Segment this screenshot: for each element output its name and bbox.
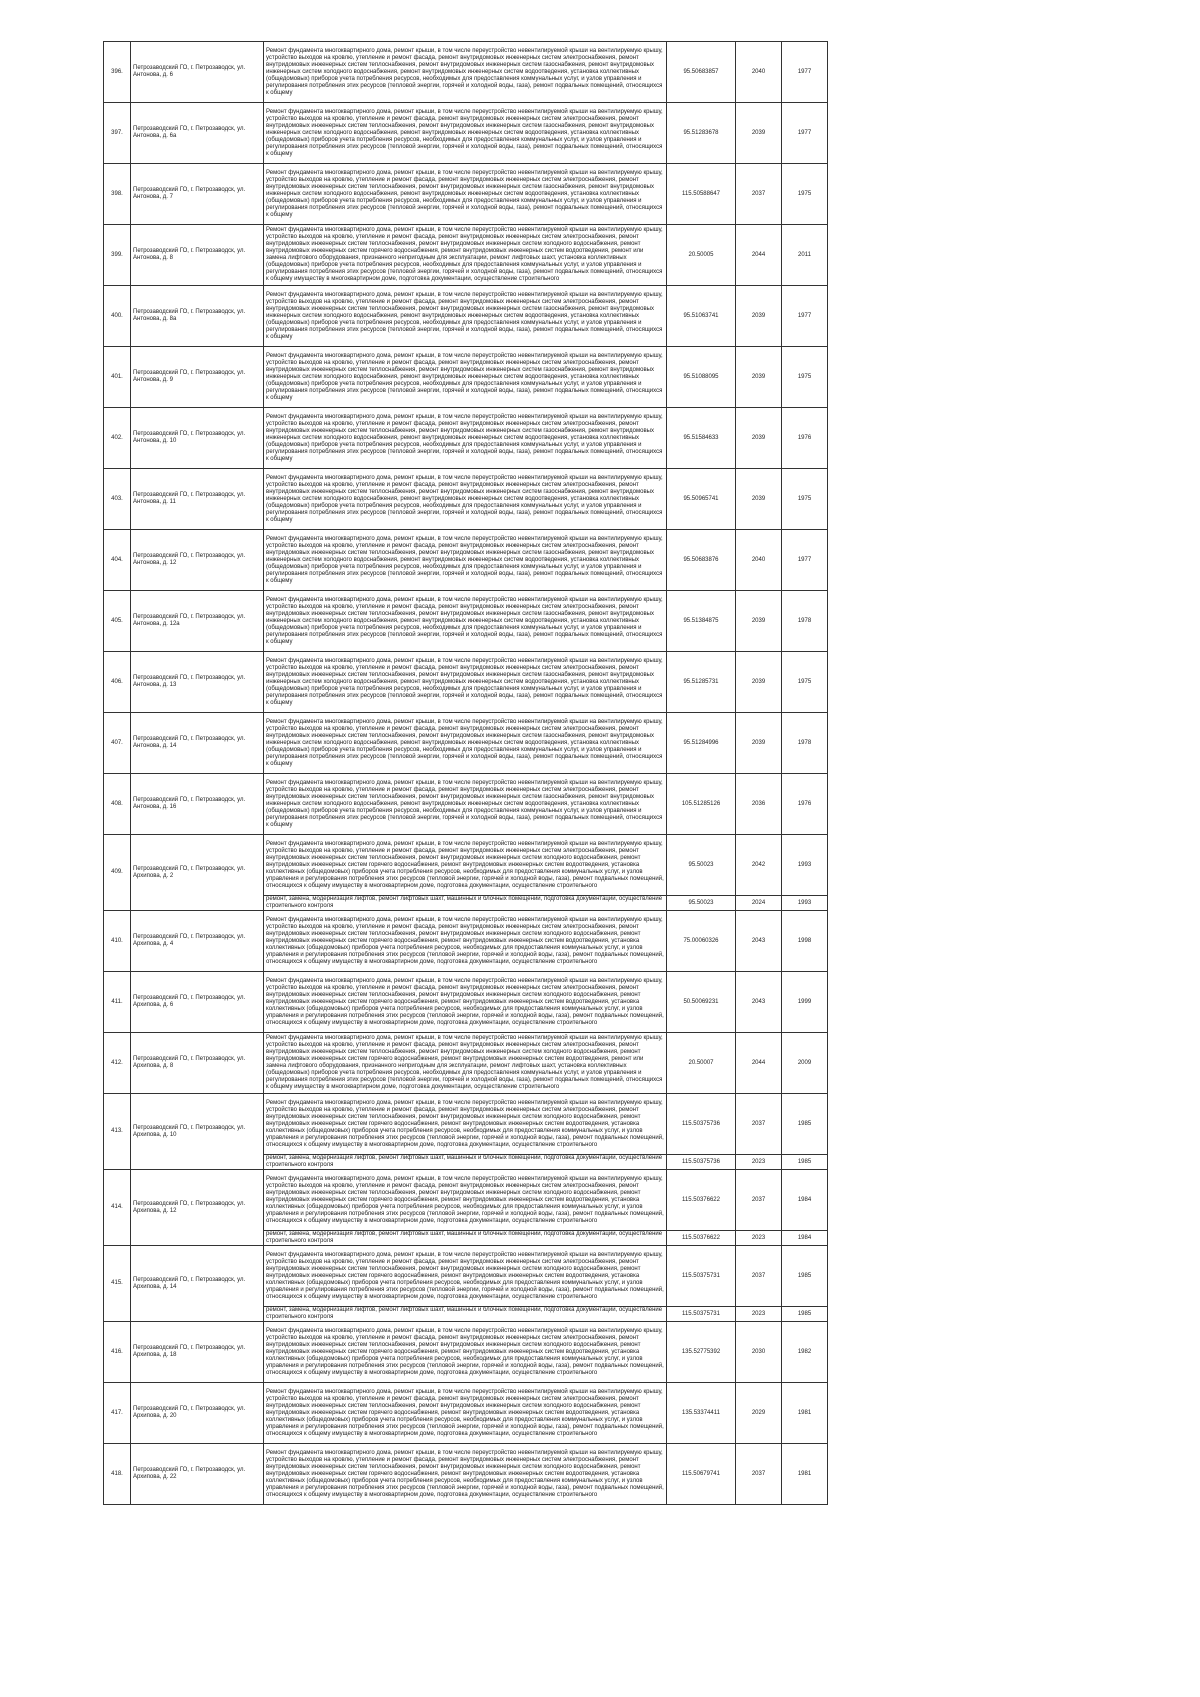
address: Петрозаводский ГО, г. Петрозаводск, ул. Антонова, д. 6а [131, 103, 264, 164]
address: Петрозаводский ГО, г. Петрозаводск, ул. Антонова, д. 10 [131, 408, 264, 469]
works-description: Ремонт фундамента многоквартирного дома, ремонт крыши, в том числе переустройство невентилируемой крыши на вентилируемую крышу, устройство выходов на кровлю, утепление и ремонт фасада, ремонт внутридомовых инженерных систем электроснабжения, ремонт внутридомовых инженерных систем теплоснабжения, ремонт внутридомовых инженерных систем газоснабжения, ремонт внутридомовых инженерных систем холодного водоснабжения, ремонт внутридомовых инженерных систем водоотведения, установка коллективных (общедомовых) приборов учета потребления ресурсов, необходимых для предоставления коммунальных услуг, и узлов управления и регулирования потребления этих ресурсов (тепловой энергии, горячей и холодной воды, газа), ремонт подвальных помещений, относящихся к общему [264, 774, 667, 835]
build-year: 2011 [782, 225, 828, 286]
address: Петрозаводский ГО, г. Петрозаводск, ул. Архипова, д. 8 [131, 1033, 264, 1094]
works-description: ремонт, замена, модернизация лифтов, ремонт лифтовых шахт, машинных и блочных помещений, подготовка документации, осуществление строительного контроля [264, 1155, 667, 1170]
address: Петрозаводский ГО, г. Петрозаводск, ул. Антонова, д. 14 [131, 713, 264, 774]
planned-year: 2039 [736, 652, 782, 713]
table-row [104, 164, 828, 225]
works-description: Ремонт фундамента многоквартирного дома, ремонт крыши, в том числе переустройство невентилируемой крыши на вентилируемую крышу, устройство выходов на кровлю, утепление и ремонт фасада, ремонт внутридомовых инженерных систем электроснабжения, ремонт внутридомовых инженерных систем теплоснабжения, ремонт внутридомовых инженерных систем газоснабжения, ремонт внутридомовых инженерных систем холодного водоснабжения, ремонт внутридомовых инженерных систем водоотведения, установка коллективных (общедомовых) приборов учета потребления ресурсов, необходимых для предоставления коммунальных услуг, и узлов управления и регулирования потребления этих ресурсов (тепловой энергии, горячей и холодной воды, газа), ремонт подвальных помещений, относящихся к общему [264, 530, 667, 591]
works-description: Ремонт фундамента многоквартирного дома, ремонт крыши, в том числе переустройство невентилируемой крыши на вентилируемую крышу, устройство выходов на кровлю, утепление и ремонт фасада, ремонт внутридомовых инженерных систем электроснабжения, ремонт внутридомовых инженерных систем теплоснабжения, ремонт внутридомовых инженерных систем газоснабжения, ремонт внутридомовых инженерных систем холодного водоснабжения, ремонт внутридомовых инженерных систем водоотведения, установка коллективных (общедомовых) приборов учета потребления ресурсов, необходимых для предоставления коммунальных услуг, и узлов управления и регулирования потребления этих ресурсов (тепловой энергии, горячей и холодной воды, газа), ремонт подвальных помещений, относящихся к общему [264, 103, 667, 164]
table-row [104, 1170, 828, 1231]
row-number: 410. [104, 911, 131, 972]
cost-value: 115.50376622 [667, 1231, 736, 1246]
cost-value: 20.50007 [667, 1033, 736, 1094]
cost-value: 115.50375736 [667, 1094, 736, 1155]
address: Петрозаводский ГО, г. Петрозаводск, ул. Антонова, д. 11 [131, 469, 264, 530]
address: Петрозаводский ГО, г. Петрозаводск, ул. Архипова, д. 10 [131, 1094, 264, 1170]
table-row [104, 42, 828, 103]
cost-value: 115.50375731 [667, 1246, 736, 1307]
address: Петрозаводский ГО, г. Петрозаводск, ул. Антонова, д. 12а [131, 591, 264, 652]
cost-value: 95.51284996 [667, 713, 736, 774]
planned-year: 2039 [736, 286, 782, 347]
row-number: 401. [104, 347, 131, 408]
planned-year: 2044 [736, 1033, 782, 1094]
table-row [104, 911, 828, 972]
works-description: ремонт, замена, модернизация лифтов, ремонт лифтовых шахт, машинных и блочных помещений, подготовка документации, осуществление строительного контроля [264, 1231, 667, 1246]
planned-year: 2023 [736, 1155, 782, 1170]
table-row [104, 103, 828, 164]
table-row [104, 1322, 828, 1383]
row-number: 396. [104, 42, 131, 103]
planned-year: 2042 [736, 835, 782, 896]
planned-year: 2029 [736, 1383, 782, 1444]
row-number: 407. [104, 713, 131, 774]
cost-value: 20.50005 [667, 225, 736, 286]
cost-value: 95.50023 [667, 835, 736, 896]
build-year: 1977 [782, 530, 828, 591]
address: Петрозаводский ГО, г. Петрозаводск, ул. Архипова, д. 20 [131, 1383, 264, 1444]
works-description: Ремонт фундамента многоквартирного дома, ремонт крыши, в том числе переустройство невентилируемой крыши на вентилируемую крышу, устройство выходов на кровлю, утепление и ремонт фасада, ремонт внутридомовых инженерных систем электроснабжения, ремонт внутридомовых инженерных систем теплоснабжения, ремонт внутридомовых инженерных систем холодного водоснабжения, ремонт внутридомовых инженерных систем горячего водоснабжения, ремонт внутридомовых инженерных систем водоотведения, установка коллективных (общедомовых) приборов учета потребления ресурсов, необходимых для предоставления коммунальных услуг, и узлов управления и регулирования потребления этих ресурсов (тепловой энергии, горячей и холодной воды, газа), ремонт подвальных помещений, относящихся к общему имуществу в многоквартирном доме, подготовка документации, осуществление строительного [264, 1170, 667, 1231]
row-number: 413. [104, 1094, 131, 1170]
cost-value: 115.50375731 [667, 1307, 736, 1322]
table-row [104, 774, 828, 835]
build-year: 1981 [782, 1444, 828, 1505]
works-description: ремонт, замена, модернизация лифтов, ремонт лифтовых шахт, машинных и блочных помещений, подготовка документации, осуществление строительного контроля [264, 896, 667, 911]
address: Петрозаводский ГО, г. Петрозаводск, ул. Архипова, д. 22 [131, 1444, 264, 1505]
row-number: 411. [104, 972, 131, 1033]
cost-value: 95.51285731 [667, 652, 736, 713]
build-year: 1985 [782, 1246, 828, 1307]
works-table [103, 41, 828, 1505]
table-row [104, 972, 828, 1033]
cost-value: 115.50376622 [667, 1170, 736, 1231]
table-row [104, 591, 828, 652]
build-year: 1975 [782, 652, 828, 713]
planned-year: 2023 [736, 1231, 782, 1246]
table-row [104, 1444, 828, 1505]
table-row [104, 652, 828, 713]
table-row [104, 347, 828, 408]
works-description: Ремонт фундамента многоквартирного дома, ремонт крыши, в том числе переустройство невентилируемой крыши на вентилируемую крышу, устройство выходов на кровлю, утепление и ремонт фасада, ремонт внутридомовых инженерных систем электроснабжения, ремонт внутридомовых инженерных систем теплоснабжения, ремонт внутридомовых инженерных систем холодного водоснабжения, ремонт внутридомовых инженерных систем горячего водоснабжения, ремонт внутридомовых инженерных систем водоотведения, установка коллективных (общедомовых) приборов учета потребления ресурсов, необходимых для предоставления коммунальных услуг, и узлов управления и регулирования потребления этих ресурсов (тепловой энергии, горячей и холодной воды, газа), ремонт подвальных помещений, относящихся к общему имуществу в многоквартирном доме, подготовка документации, осуществление строительного [264, 972, 667, 1033]
cost-value: 95.50965741 [667, 469, 736, 530]
table-row [104, 408, 828, 469]
cost-value: 50.50069231 [667, 972, 736, 1033]
cost-value: 95.50683857 [667, 42, 736, 103]
row-number: 402. [104, 408, 131, 469]
cost-value: 95.50683876 [667, 530, 736, 591]
table-row [104, 1033, 828, 1094]
build-year: 2009 [782, 1033, 828, 1094]
works-description: Ремонт фундамента многоквартирного дома, ремонт крыши, в том числе переустройство невентилируемой крыши на вентилируемую крышу, устройство выходов на кровлю, утепление и ремонт фасада, ремонт внутридомовых инженерных систем электроснабжения, ремонт внутридомовых инженерных систем теплоснабжения, ремонт внутридомовых инженерных систем газоснабжения, ремонт внутридомовых инженерных систем холодного водоснабжения, ремонт внутридомовых инженерных систем водоотведения, установка коллективных (общедомовых) приборов учета потребления ресурсов, необходимых для предоставления коммунальных услуг, и узлов управления и регулирования потребления этих ресурсов (тепловой энергии, горячей и холодной воды, газа), ремонт подвальных помещений, относящихся к общему [264, 408, 667, 469]
cost-value: 135.52775392 [667, 1322, 736, 1383]
works-description: Ремонт фундамента многоквартирного дома, ремонт крыши, в том числе переустройство невентилируемой крыши на вентилируемую крышу, устройство выходов на кровлю, утепление и ремонт фасада, ремонт внутридомовых инженерных систем электроснабжения, ремонт внутридомовых инженерных систем теплоснабжения, ремонт внутридомовых инженерных систем газоснабжения, ремонт внутридомовых инженерных систем холодного водоснабжения, ремонт внутридомовых инженерных систем водоотведения, установка коллективных (общедомовых) приборов учета потребления ресурсов, необходимых для предоставления коммунальных услуг, и узлов управления и регулирования потребления этих ресурсов (тепловой энергии, горячей и холодной воды, газа), ремонт подвальных помещений, относящихся к общему [264, 42, 667, 103]
planned-year: 2044 [736, 225, 782, 286]
build-year: 1978 [782, 591, 828, 652]
build-year: 1985 [782, 1094, 828, 1155]
row-number: 415. [104, 1246, 131, 1322]
planned-year: 2039 [736, 469, 782, 530]
build-year: 1984 [782, 1170, 828, 1231]
row-number: 409. [104, 835, 131, 911]
build-year: 1975 [782, 164, 828, 225]
address: Петрозаводский ГО, г. Петрозаводск, ул. Антонова, д. 6 [131, 42, 264, 103]
planned-year: 2037 [736, 1246, 782, 1307]
planned-year: 2023 [736, 1307, 782, 1322]
cost-value: 95.51283678 [667, 103, 736, 164]
row-number: 416. [104, 1322, 131, 1383]
build-year: 1985 [782, 1155, 828, 1170]
cost-value: 115.50679741 [667, 1444, 736, 1505]
planned-year: 2039 [736, 408, 782, 469]
works-description: Ремонт фундамента многоквартирного дома, ремонт крыши, в том числе переустройство невентилируемой крыши на вентилируемую крышу, устройство выходов на кровлю, утепление и ремонт фасада, ремонт внутридомовых инженерных систем электроснабжения, ремонт внутридомовых инженерных систем теплоснабжения, ремонт внутридомовых инженерных систем холодного водоснабжения, ремонт внутридомовых инженерных систем горячего водоснабжения, ремонт внутридомовых инженерных систем водоотведения, установка коллективных (общедомовых) приборов учета потребления ресурсов, необходимых для предоставления коммунальных услуг, и узлов управления и регулирования потребления этих ресурсов (тепловой энергии, горячей и холодной воды, газа), ремонт подвальных помещений, относящихся к общему имуществу в многоквартирном доме, подготовка документации, осуществление строительного [264, 1444, 667, 1505]
address: Петрозаводский ГО, г. Петрозаводск, ул. Антонова, д. 12 [131, 530, 264, 591]
build-year: 1998 [782, 911, 828, 972]
address: Петрозаводский ГО, г. Петрозаводск, ул. Архипова, д. 2 [131, 835, 264, 911]
works-description: Ремонт фундамента многоквартирного дома, ремонт крыши, в том числе переустройство невентилируемой крыши на вентилируемую крышу, устройство выходов на кровлю, утепление и ремонт фасада, ремонт внутридомовых инженерных систем электроснабжения, ремонт внутридомовых инженерных систем теплоснабжения, ремонт внутридомовых инженерных систем газоснабжения, ремонт внутридомовых инженерных систем холодного водоснабжения, ремонт внутридомовых инженерных систем водоотведения, установка коллективных (общедомовых) приборов учета потребления ресурсов, необходимых для предоставления коммунальных услуг, и узлов управления и регулирования потребления этих ресурсов (тепловой энергии, горячей и холодной воды, газа), ремонт подвальных помещений, относящихся к общему [264, 652, 667, 713]
planned-year: 2036 [736, 774, 782, 835]
works-description: Ремонт фундамента многоквартирного дома, ремонт крыши, в том числе переустройство невентилируемой крыши на вентилируемую крышу, устройство выходов на кровлю, утепление и ремонт фасада, ремонт внутридомовых инженерных систем электроснабжения, ремонт внутридомовых инженерных систем теплоснабжения, ремонт внутридомовых инженерных систем газоснабжения, ремонт внутридомовых инженерных систем холодного водоснабжения, ремонт внутридомовых инженерных систем водоотведения, установка коллективных (общедомовых) приборов учета потребления ресурсов, необходимых для предоставления коммунальных услуг, и узлов управления и регулирования потребления этих ресурсов (тепловой энергии, горячей и холодной воды, газа), ремонт подвальных помещений, относящихся к общему [264, 286, 667, 347]
works-description: Ремонт фундамента многоквартирного дома, ремонт крыши, в том числе переустройство невентилируемой крыши на вентилируемую крышу, устройство выходов на кровлю, утепление и ремонт фасада, ремонт внутридомовых инженерных систем электроснабжения, ремонт внутридомовых инженерных систем теплоснабжения, ремонт внутридомовых инженерных систем холодного водоснабжения, ремонт внутридомовых инженерных систем горячего водоснабжения, ремонт внутридомовых инженерных систем водоотведения, установка коллективных (общедомовых) приборов учета потребления ресурсов, необходимых для предоставления коммунальных услуг, и узлов управления и регулирования потребления этих ресурсов (тепловой энергии, горячей и холодной воды, газа), ремонт подвальных помещений, относящихся к общему имуществу в многоквартирном доме, подготовка документации, осуществление строительного [264, 911, 667, 972]
build-year: 1975 [782, 469, 828, 530]
build-year: 1981 [782, 1383, 828, 1444]
cost-value: 135.53374411 [667, 1383, 736, 1444]
works-description: ремонт, замена, модернизация лифтов, ремонт лифтовых шахт, машинных и блочных помещений, подготовка документации, осуществление строительного контроля [264, 1307, 667, 1322]
table-row [104, 835, 828, 896]
planned-year: 2039 [736, 591, 782, 652]
build-year: 1984 [782, 1231, 828, 1246]
row-number: 404. [104, 530, 131, 591]
cost-value: 95.51384875 [667, 591, 736, 652]
row-number: 417. [104, 1383, 131, 1444]
planned-year: 2030 [736, 1322, 782, 1383]
planned-year: 2043 [736, 972, 782, 1033]
table-row [104, 469, 828, 530]
row-number: 408. [104, 774, 131, 835]
table-row [104, 1094, 828, 1155]
table-row [104, 530, 828, 591]
planned-year: 2039 [736, 103, 782, 164]
row-number: 400. [104, 286, 131, 347]
cost-value: 115.50588647 [667, 164, 736, 225]
planned-year: 2024 [736, 896, 782, 911]
build-year: 1976 [782, 774, 828, 835]
address: Петрозаводский ГО, г. Петрозаводск, ул. Архипова, д. 14 [131, 1246, 264, 1322]
address: Петрозаводский ГО, г. Петрозаводск, ул. Антонова, д. 16 [131, 774, 264, 835]
works-description: Ремонт фундамента многоквартирного дома, ремонт крыши, в том числе переустройство невентилируемой крыши на вентилируемую крышу, устройство выходов на кровлю, утепление и ремонт фасада, ремонт внутридомовых инженерных систем электроснабжения, ремонт внутридомовых инженерных систем теплоснабжения, ремонт внутридомовых инженерных систем холодного водоснабжения, ремонт внутридомовых инженерных систем горячего водоснабжения, ремонт внутридомовых инженерных систем водоотведения, установка коллективных (общедомовых) приборов учета потребления ресурсов, необходимых для предоставления коммунальных услуг, и узлов управления и регулирования потребления этих ресурсов (тепловой энергии, горячей и холодной воды, газа), ремонт подвальных помещений, относящихся к общему имуществу в многоквартирном доме, подготовка документации, осуществление строительного [264, 1322, 667, 1383]
works-description: Ремонт фундамента многоквартирного дома, ремонт крыши, в том числе переустройство невентилируемой крыши на вентилируемую крышу, устройство выходов на кровлю, утепление и ремонт фасада, ремонт внутридомовых инженерных систем электроснабжения, ремонт внутридомовых инженерных систем теплоснабжения, ремонт внутридомовых инженерных систем газоснабжения, ремонт внутридомовых инженерных систем холодного водоснабжения, ремонт внутридомовых инженерных систем водоотведения, установка коллективных (общедомовых) приборов учета потребления ресурсов, необходимых для предоставления коммунальных услуг, и узлов управления и регулирования потребления этих ресурсов (тепловой энергии, горячей и холодной воды, газа), ремонт подвальных помещений, относящихся к общему [264, 469, 667, 530]
build-year: 1999 [782, 972, 828, 1033]
table-row [104, 1383, 828, 1444]
cost-value: 95.51063741 [667, 286, 736, 347]
works-description: Ремонт фундамента многоквартирного дома, ремонт крыши, в том числе переустройство невентилируемой крыши на вентилируемую крышу, устройство выходов на кровлю, утепление и ремонт фасада, ремонт внутридомовых инженерных систем электроснабжения, ремонт внутридомовых инженерных систем теплоснабжения, ремонт внутридомовых инженерных систем холодного водоснабжения, ремонт внутридомовых инженерных систем горячего водоснабжения, ремонт внутридомовых инженерных систем водоотведения, установка коллективных (общедомовых) приборов учета потребления ресурсов, необходимых для предоставления коммунальных услуг, и узлов управления и регулирования потребления этих ресурсов (тепловой энергии, горячей и холодной воды, газа), ремонт подвальных помещений, относящихся к общему имуществу в многоквартирном доме, подготовка документации, осуществление строительного [264, 1246, 667, 1307]
cost-value: 95.51088095 [667, 347, 736, 408]
build-year: 1977 [782, 103, 828, 164]
address: Петрозаводский ГО, г. Петрозаводск, ул. Архипова, д. 4 [131, 911, 264, 972]
table-row [104, 713, 828, 774]
planned-year: 2037 [736, 1170, 782, 1231]
build-year: 1985 [782, 1307, 828, 1322]
cost-value: 115.50375736 [667, 1155, 736, 1170]
row-number: 418. [104, 1444, 131, 1505]
planned-year: 2043 [736, 911, 782, 972]
table-row [104, 1246, 828, 1307]
works-description: Ремонт фундамента многоквартирного дома, ремонт крыши, в том числе переустройство невентилируемой крыши на вентилируемую крышу, устройство выходов на кровлю, утепление и ремонт фасада, ремонт внутридомовых инженерных систем электроснабжения, ремонт внутридомовых инженерных систем теплоснабжения, ремонт внутридомовых инженерных систем газоснабжения, ремонт внутридомовых инженерных систем холодного водоснабжения, ремонт внутридомовых инженерных систем водоотведения, установка коллективных (общедомовых) приборов учета потребления ресурсов, необходимых для предоставления коммунальных услуг, и узлов управления и регулирования потребления этих ресурсов (тепловой энергии, горячей и холодной воды, газа), ремонт подвальных помещений, относящихся к общему [264, 164, 667, 225]
row-number: 398. [104, 164, 131, 225]
works-description: Ремонт фундамента многоквартирного дома, ремонт крыши, в том числе переустройство невентилируемой крыши на вентилируемую крышу, устройство выходов на кровлю, утепление и ремонт фасада, ремонт внутридомовых инженерных систем электроснабжения, ремонт внутридомовых инженерных систем теплоснабжения, ремонт внутридомовых инженерных систем холодного водоснабжения, ремонт внутридомовых инженерных систем горячего водоснабжения, ремонт внутридомовых инженерных систем водоотведения, установка коллективных (общедомовых) приборов учета потребления ресурсов, необходимых для предоставления коммунальных услуг, и узлов управления и регулирования потребления этих ресурсов (тепловой энергии, горячей и холодной воды, газа), ремонт подвальных помещений, относящихся к общему имуществу в многоквартирном доме, подготовка документации, осуществление строительного [264, 1383, 667, 1444]
planned-year: 2037 [736, 1444, 782, 1505]
row-number: 412. [104, 1033, 131, 1094]
build-year: 1976 [782, 408, 828, 469]
works-description: Ремонт фундамента многоквартирного дома, ремонт крыши, в том числе переустройство невентилируемой крыши на вентилируемую крышу, устройство выходов на кровлю, утепление и ремонт фасада, ремонт внутридомовых инженерных систем электроснабжения, ремонт внутридомовых инженерных систем теплоснабжения, ремонт внутридомовых инженерных систем холодного водоснабжения, ремонт внутридомовых инженерных систем горячего водоснабжения, ремонт внутридомовых инженерных систем водоотведения, установка коллективных (общедомовых) приборов учета потребления ресурсов, необходимых для предоставления коммунальных услуг, и узлов управления и регулирования потребления этих ресурсов (тепловой энергии, горячей и холодной воды, газа), ремонт подвальных помещений, относящихся к общему имуществу в многоквартирном доме, подготовка документации, осуществление строительного [264, 1094, 667, 1155]
build-year: 1978 [782, 713, 828, 774]
address: Петрозаводский ГО, г. Петрозаводск, ул. Антонова, д. 8 [131, 225, 264, 286]
planned-year: 2037 [736, 1094, 782, 1155]
planned-year: 2040 [736, 530, 782, 591]
row-number: 405. [104, 591, 131, 652]
works-description: Ремонт фундамента многоквартирного дома, ремонт крыши, в том числе переустройство невентилируемой крыши на вентилируемую крышу, устройство выходов на кровлю, утепление и ремонт фасада, ремонт внутридомовых инженерных систем электроснабжения, ремонт внутридомовых инженерных систем теплоснабжения, ремонт внутридомовых инженерных систем холодного водоснабжения, ремонт внутридомовых инженерных систем горячего водоснабжения, ремонт внутридомовых инженерных систем водоотведения, ремонт или замена лифтового оборудования, признанного непригодным для эксплуатации, ремонт лифтовых шахт, установка коллективных (общедомовых) приборов учета потребления ресурсов, необходимых для предоставления коммунальных услуг, и узлов управления и регулирования потребления этих ресурсов (тепловой энергии, горячей и холодной воды, газа), ремонт подвальных помещений, относящихся к общему имуществу в многоквартирном доме, подготовка документации, осуществление строительного [264, 225, 667, 286]
cost-value: 105.51285126 [667, 774, 736, 835]
planned-year: 2039 [736, 347, 782, 408]
table-row [104, 286, 828, 347]
planned-year: 2040 [736, 42, 782, 103]
address: Петрозаводский ГО, г. Петрозаводск, ул. Архипова, д. 6 [131, 972, 264, 1033]
build-year: 1975 [782, 347, 828, 408]
row-number: 399. [104, 225, 131, 286]
cost-value: 95.51584633 [667, 408, 736, 469]
planned-year: 2039 [736, 713, 782, 774]
works-description: Ремонт фундамента многоквартирного дома, ремонт крыши, в том числе переустройство невентилируемой крыши на вентилируемую крышу, устройство выходов на кровлю, утепление и ремонт фасада, ремонт внутридомовых инженерных систем электроснабжения, ремонт внутридомовых инженерных систем теплоснабжения, ремонт внутридомовых инженерных систем газоснабжения, ремонт внутридомовых инженерных систем холодного водоснабжения, ремонт внутридомовых инженерных систем водоотведения, установка коллективных (общедомовых) приборов учета потребления ресурсов, необходимых для предоставления коммунальных услуг, и узлов управления и регулирования потребления этих ресурсов (тепловой энергии, горячей и холодной воды, газа), ремонт подвальных помещений, относящихся к общему [264, 713, 667, 774]
planned-year: 2037 [736, 164, 782, 225]
build-year: 1993 [782, 896, 828, 911]
build-year: 1977 [782, 286, 828, 347]
table-row [104, 225, 828, 286]
row-number: 414. [104, 1170, 131, 1246]
row-number: 403. [104, 469, 131, 530]
row-number: 397. [104, 103, 131, 164]
row-number: 406. [104, 652, 131, 713]
address: Петрозаводский ГО, г. Петрозаводск, ул. Антонова, д. 9 [131, 347, 264, 408]
build-year: 1993 [782, 835, 828, 896]
works-description: Ремонт фундамента многоквартирного дома, ремонт крыши, в том числе переустройство невентилируемой крыши на вентилируемую крышу, устройство выходов на кровлю, утепление и ремонт фасада, ремонт внутридомовых инженерных систем электроснабжения, ремонт внутридомовых инженерных систем теплоснабжения, ремонт внутридомовых инженерных систем газоснабжения, ремонт внутридомовых инженерных систем холодного водоснабжения, ремонт внутридомовых инженерных систем водоотведения, установка коллективных (общедомовых) приборов учета потребления ресурсов, необходимых для предоставления коммунальных услуг, и узлов управления и регулирования потребления этих ресурсов (тепловой энергии, горячей и холодной воды, газа), ремонт подвальных помещений, относящихся к общему [264, 591, 667, 652]
address: Петрозаводский ГО, г. Петрозаводск, ул. Антонова, д. 8а [131, 286, 264, 347]
build-year: 1977 [782, 42, 828, 103]
build-year: 1982 [782, 1322, 828, 1383]
works-description: Ремонт фундамента многоквартирного дома, ремонт крыши, в том числе переустройство невентилируемой крыши на вентилируемую крышу, устройство выходов на кровлю, утепление и ремонт фасада, ремонт внутридомовых инженерных систем электроснабжения, ремонт внутридомовых инженерных систем теплоснабжения, ремонт внутридомовых инженерных систем холодного водоснабжения, ремонт внутридомовых инженерных систем горячего водоснабжения, ремонт внутридомовых инженерных систем водоотведения, установка коллективных (общедомовых) приборов учета потребления ресурсов, необходимых для предоставления коммунальных услуг, и узлов управления и регулирования потребления этих ресурсов (тепловой энергии, горячей и холодной воды, газа), ремонт подвальных помещений, относящихся к общему имуществу в многоквартирном доме, подготовка документации, осуществление строительного [264, 835, 667, 896]
address: Петрозаводский ГО, г. Петрозаводск, ул. Архипова, д. 12 [131, 1170, 264, 1246]
address: Петрозаводский ГО, г. Петрозаводск, ул. Антонова, д. 7 [131, 164, 264, 225]
address: Петрозаводский ГО, г. Петрозаводск, ул. Архипова, д. 18 [131, 1322, 264, 1383]
address: Петрозаводский ГО, г. Петрозаводск, ул. Антонова, д. 13 [131, 652, 264, 713]
works-description: Ремонт фундамента многоквартирного дома, ремонт крыши, в том числе переустройство невентилируемой крыши на вентилируемую крышу, устройство выходов на кровлю, утепление и ремонт фасада, ремонт внутридомовых инженерных систем электроснабжения, ремонт внутридомовых инженерных систем теплоснабжения, ремонт внутридомовых инженерных систем газоснабжения, ремонт внутридомовых инженерных систем холодного водоснабжения, ремонт внутридомовых инженерных систем водоотведения, установка коллективных (общедомовых) приборов учета потребления ресурсов, необходимых для предоставления коммунальных услуг, и узлов управления и регулирования потребления этих ресурсов (тепловой энергии, горячей и холодной воды, газа), ремонт подвальных помещений, относящихся к общему [264, 347, 667, 408]
cost-value: 75.00060326 [667, 911, 736, 972]
works-description: Ремонт фундамента многоквартирного дома, ремонт крыши, в том числе переустройство невентилируемой крыши на вентилируемую крышу, устройство выходов на кровлю, утепление и ремонт фасада, ремонт внутридомовых инженерных систем электроснабжения, ремонт внутридомовых инженерных систем теплоснабжения, ремонт внутридомовых инженерных систем холодного водоснабжения, ремонт внутридомовых инженерных систем горячего водоснабжения, ремонт внутридомовых инженерных систем водоотведения, ремонт или замена лифтового оборудования, признанного непригодным для эксплуатации, ремонт лифтовых шахт, установка коллективных (общедомовых) приборов учета потребления ресурсов, необходимых для предоставления коммунальных услуг, и узлов управления и регулирования потребления этих ресурсов (тепловой энергии, горячей и холодной воды, газа), ремонт подвальных помещений, относящихся к общему имуществу в многоквартирном доме, подготовка документации, осуществление строительного [264, 1033, 667, 1094]
cost-value: 95.50023 [667, 896, 736, 911]
